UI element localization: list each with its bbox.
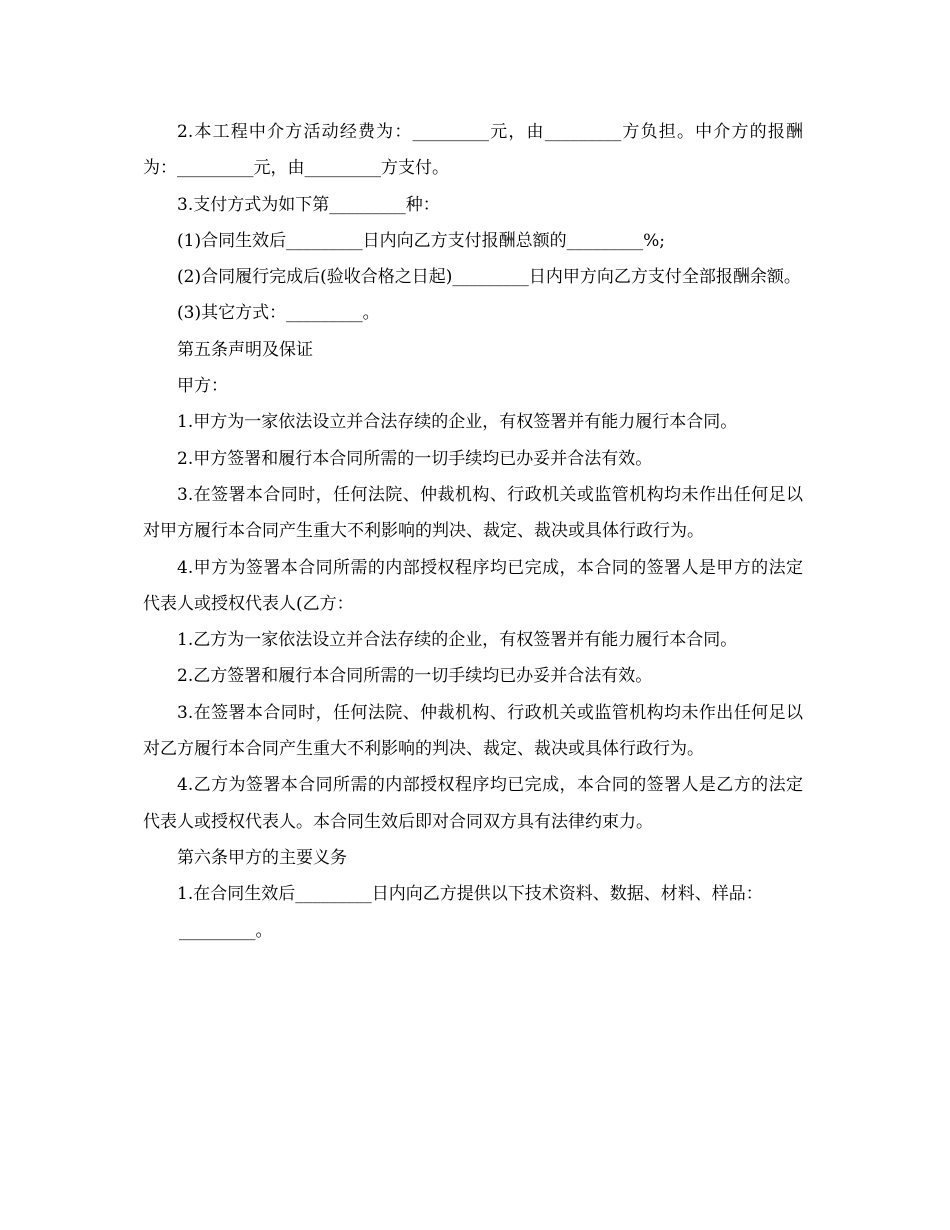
party-a-heading: 甲方：: [177, 376, 228, 397]
paragraph-payment-option-3: (3)其它方式：_________。: [177, 303, 380, 324]
obligation-blank-line: _________。: [179, 920, 273, 941]
paragraph-payment-option-1: (1)合同生效后_________日内向乙方支付报酬总额的_________%;: [177, 230, 665, 251]
party-b-item-1: 1.乙方为一家依法设立并合法存续的企业，有权签署并有能力履行本合同。: [177, 630, 738, 651]
party-a-item-4: 4.甲方为签署本合同所需的内部授权程序均已完成，本合同的签署人是甲方的法定代表人或授权代表人(乙方：: [143, 557, 803, 614]
party-b-item-2: 2.乙方签署和履行本合同所需的一切手续均已办妥并合法有效。: [177, 666, 653, 687]
paragraph-payment-option-2: (2)合同履行完成后(验收合格之日起)_________日内甲方向乙方支付全部报酬余额。: [177, 267, 801, 288]
obligation-item-1: 1.在合同生效后_________日内向乙方提供以下技术资料、数据、材料、样品：: [177, 884, 763, 905]
section-heading-article-5: 第五条声明及保证: [177, 339, 313, 360]
party-b-item-4: 4.乙方为签署本合同所需的内部授权程序均已完成，本合同的签署人是乙方的法定代表人或授权代表人。本合同生效后即对合同双方具有法律约束力。: [143, 775, 803, 832]
document-body: [143, 114, 803, 949]
party-b-item-3: 3.在签署本合同时，任何法院、仲裁机构、行政机关或监管机构均未作出任何足以对乙方履行本合同产生重大不利影响的判决、裁定、裁决或具体行政行为。: [143, 702, 803, 760]
party-a-item-2: 2.甲方签署和履行本合同所需的一切手续均已办妥并合法有效。: [177, 448, 653, 469]
section-heading-article-6: 第六条甲方的主要义务: [177, 847, 347, 868]
party-a-item-3: 3.在签署本合同时，任何法院、仲裁机构、行政机关或监管机构均未作出任何足以对甲方履行本合同产生重大不利影响的判决、裁定、裁决或具体行政行为。: [143, 484, 803, 542]
paragraph-payment-method: 3.支付方式为如下第_________种：: [177, 194, 440, 215]
party-a-item-1: 1.甲方为一家依法设立并合法存续的企业，有权签署并有能力履行本合同。: [177, 412, 738, 433]
paragraph-fee-clause: 2.本工程中介方活动经费为：_________元，由_________方负担。中介方的报酬为：_________元，由_________方支付。: [143, 122, 803, 179]
